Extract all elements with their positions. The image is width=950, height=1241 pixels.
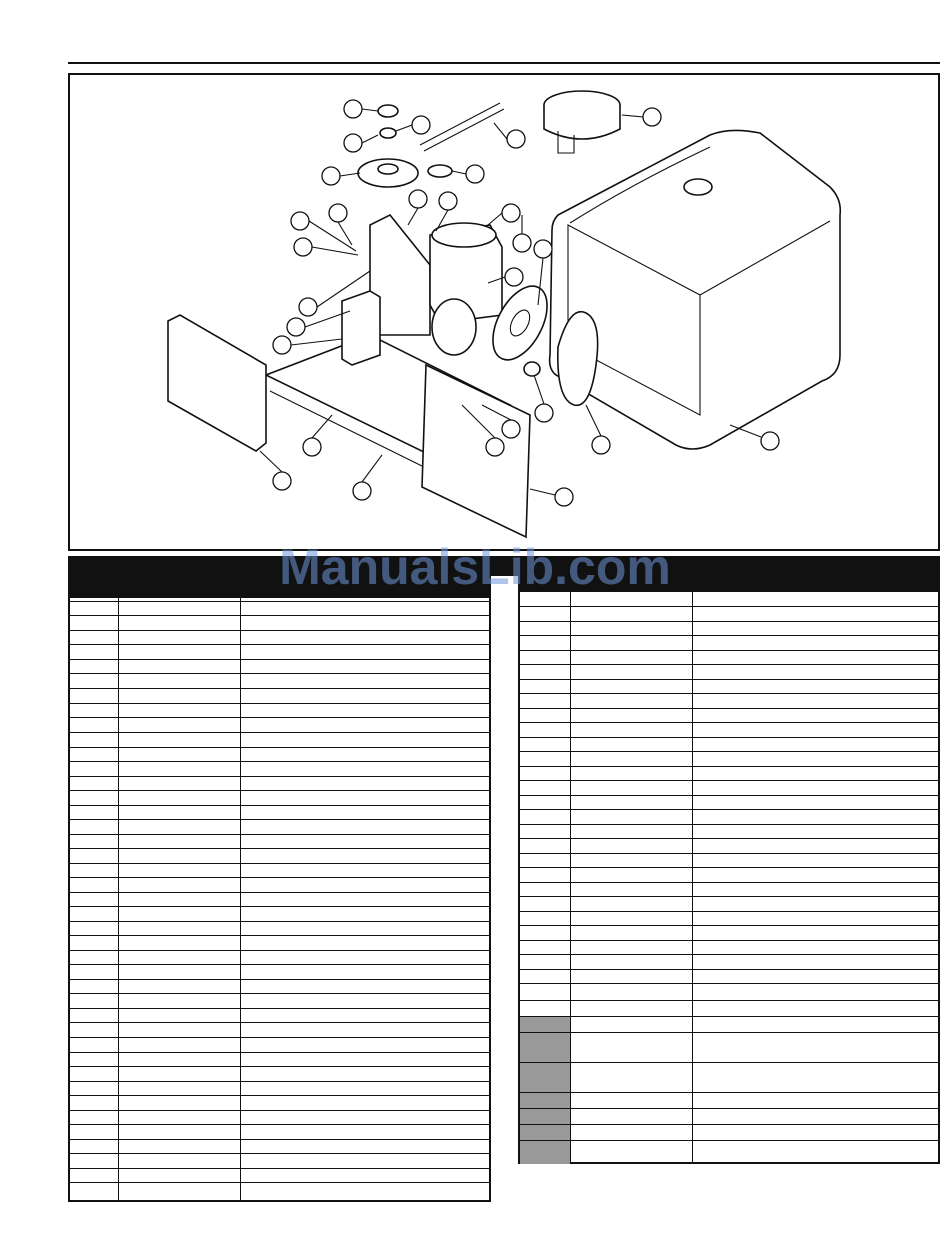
table-row [70, 1081, 489, 1082]
table-row [70, 761, 489, 762]
table-row [70, 921, 489, 922]
table-row [520, 737, 938, 738]
bearing-top [380, 128, 396, 138]
table-row [70, 776, 489, 777]
table-row [70, 1153, 489, 1154]
exploded-parts-diagram [68, 73, 940, 551]
table-row [520, 969, 938, 970]
table-row [520, 1016, 938, 1017]
table-row [520, 809, 938, 810]
table-row [520, 1000, 938, 1001]
table-row [520, 1124, 938, 1125]
table-row [70, 601, 489, 602]
table-row [520, 867, 938, 868]
table-row [70, 1168, 489, 1169]
top-rule [68, 62, 940, 64]
table-row [70, 1066, 489, 1067]
table-row [520, 1108, 938, 1109]
table-row [70, 630, 489, 631]
table-row [520, 766, 938, 767]
table-row [70, 1182, 489, 1183]
table-row [70, 906, 489, 907]
table-row [520, 693, 938, 694]
gear-reducer [430, 223, 502, 355]
table-row [70, 1037, 489, 1038]
table-row [70, 1052, 489, 1053]
table-row [520, 838, 938, 839]
column-divider [570, 578, 571, 1162]
table-row [70, 659, 489, 660]
watermark: ManualsLib.com [279, 539, 671, 595]
table-row [70, 819, 489, 820]
table-row [70, 805, 489, 806]
table-row [70, 1124, 489, 1125]
table-row [520, 853, 938, 854]
table-row [520, 1032, 938, 1033]
table-row [520, 925, 938, 926]
motor-cap [544, 91, 620, 153]
table-row [520, 954, 938, 955]
column-divider [240, 578, 241, 1200]
table-row [70, 863, 489, 864]
table-row [520, 824, 938, 825]
table-row [520, 780, 938, 781]
washer-top [378, 105, 398, 117]
table-row [70, 717, 489, 718]
cover-housing [550, 130, 841, 449]
table-row [520, 1092, 938, 1093]
table-column-header [520, 578, 938, 592]
parts-table-right [518, 576, 940, 1164]
table-row [70, 993, 489, 994]
column-divider [118, 578, 119, 1200]
column-divider [692, 578, 693, 1162]
table-row [70, 1022, 489, 1023]
table-row [70, 644, 489, 645]
large-sprocket [358, 159, 418, 187]
table-row [520, 635, 938, 636]
table-row [70, 979, 489, 980]
table-row [70, 732, 489, 733]
parts-table-left [68, 576, 491, 1202]
table-row [70, 688, 489, 689]
table-row [520, 983, 938, 984]
table-row [70, 615, 489, 616]
table-row [70, 892, 489, 893]
table-row [70, 703, 489, 704]
table-row [520, 664, 938, 665]
table-row [520, 606, 938, 607]
table-row [70, 1095, 489, 1096]
table-row [70, 1008, 489, 1009]
table-row [70, 964, 489, 965]
table-row [70, 834, 489, 835]
table-row [70, 747, 489, 748]
table-row [520, 795, 938, 796]
table-row [520, 708, 938, 709]
table-column-header [70, 578, 489, 598]
small-sprocket [428, 165, 452, 177]
shaded-cell-group [520, 1016, 570, 1164]
table-row [70, 673, 489, 674]
table-row [70, 950, 489, 951]
table-row [520, 911, 938, 912]
table-row [520, 1140, 938, 1141]
front-panel [422, 365, 530, 537]
parts-list-header-bar [68, 556, 940, 576]
table-row [520, 621, 938, 622]
table-row [70, 877, 489, 878]
table-row [70, 848, 489, 849]
table-row [520, 650, 938, 651]
table-row [520, 940, 938, 941]
table-row [520, 722, 938, 723]
bushing [524, 362, 540, 376]
table-row [70, 790, 489, 791]
table-row [70, 1139, 489, 1140]
table-row [70, 935, 489, 936]
side-panel-left [168, 315, 266, 451]
table-row [520, 1062, 938, 1063]
diagram-svg [70, 75, 938, 549]
control-box [342, 291, 380, 365]
table-row [520, 896, 938, 897]
table-row [70, 1110, 489, 1111]
table-row [520, 882, 938, 883]
drive-chain [420, 103, 504, 151]
table-row [520, 679, 938, 680]
table-row [520, 751, 938, 752]
